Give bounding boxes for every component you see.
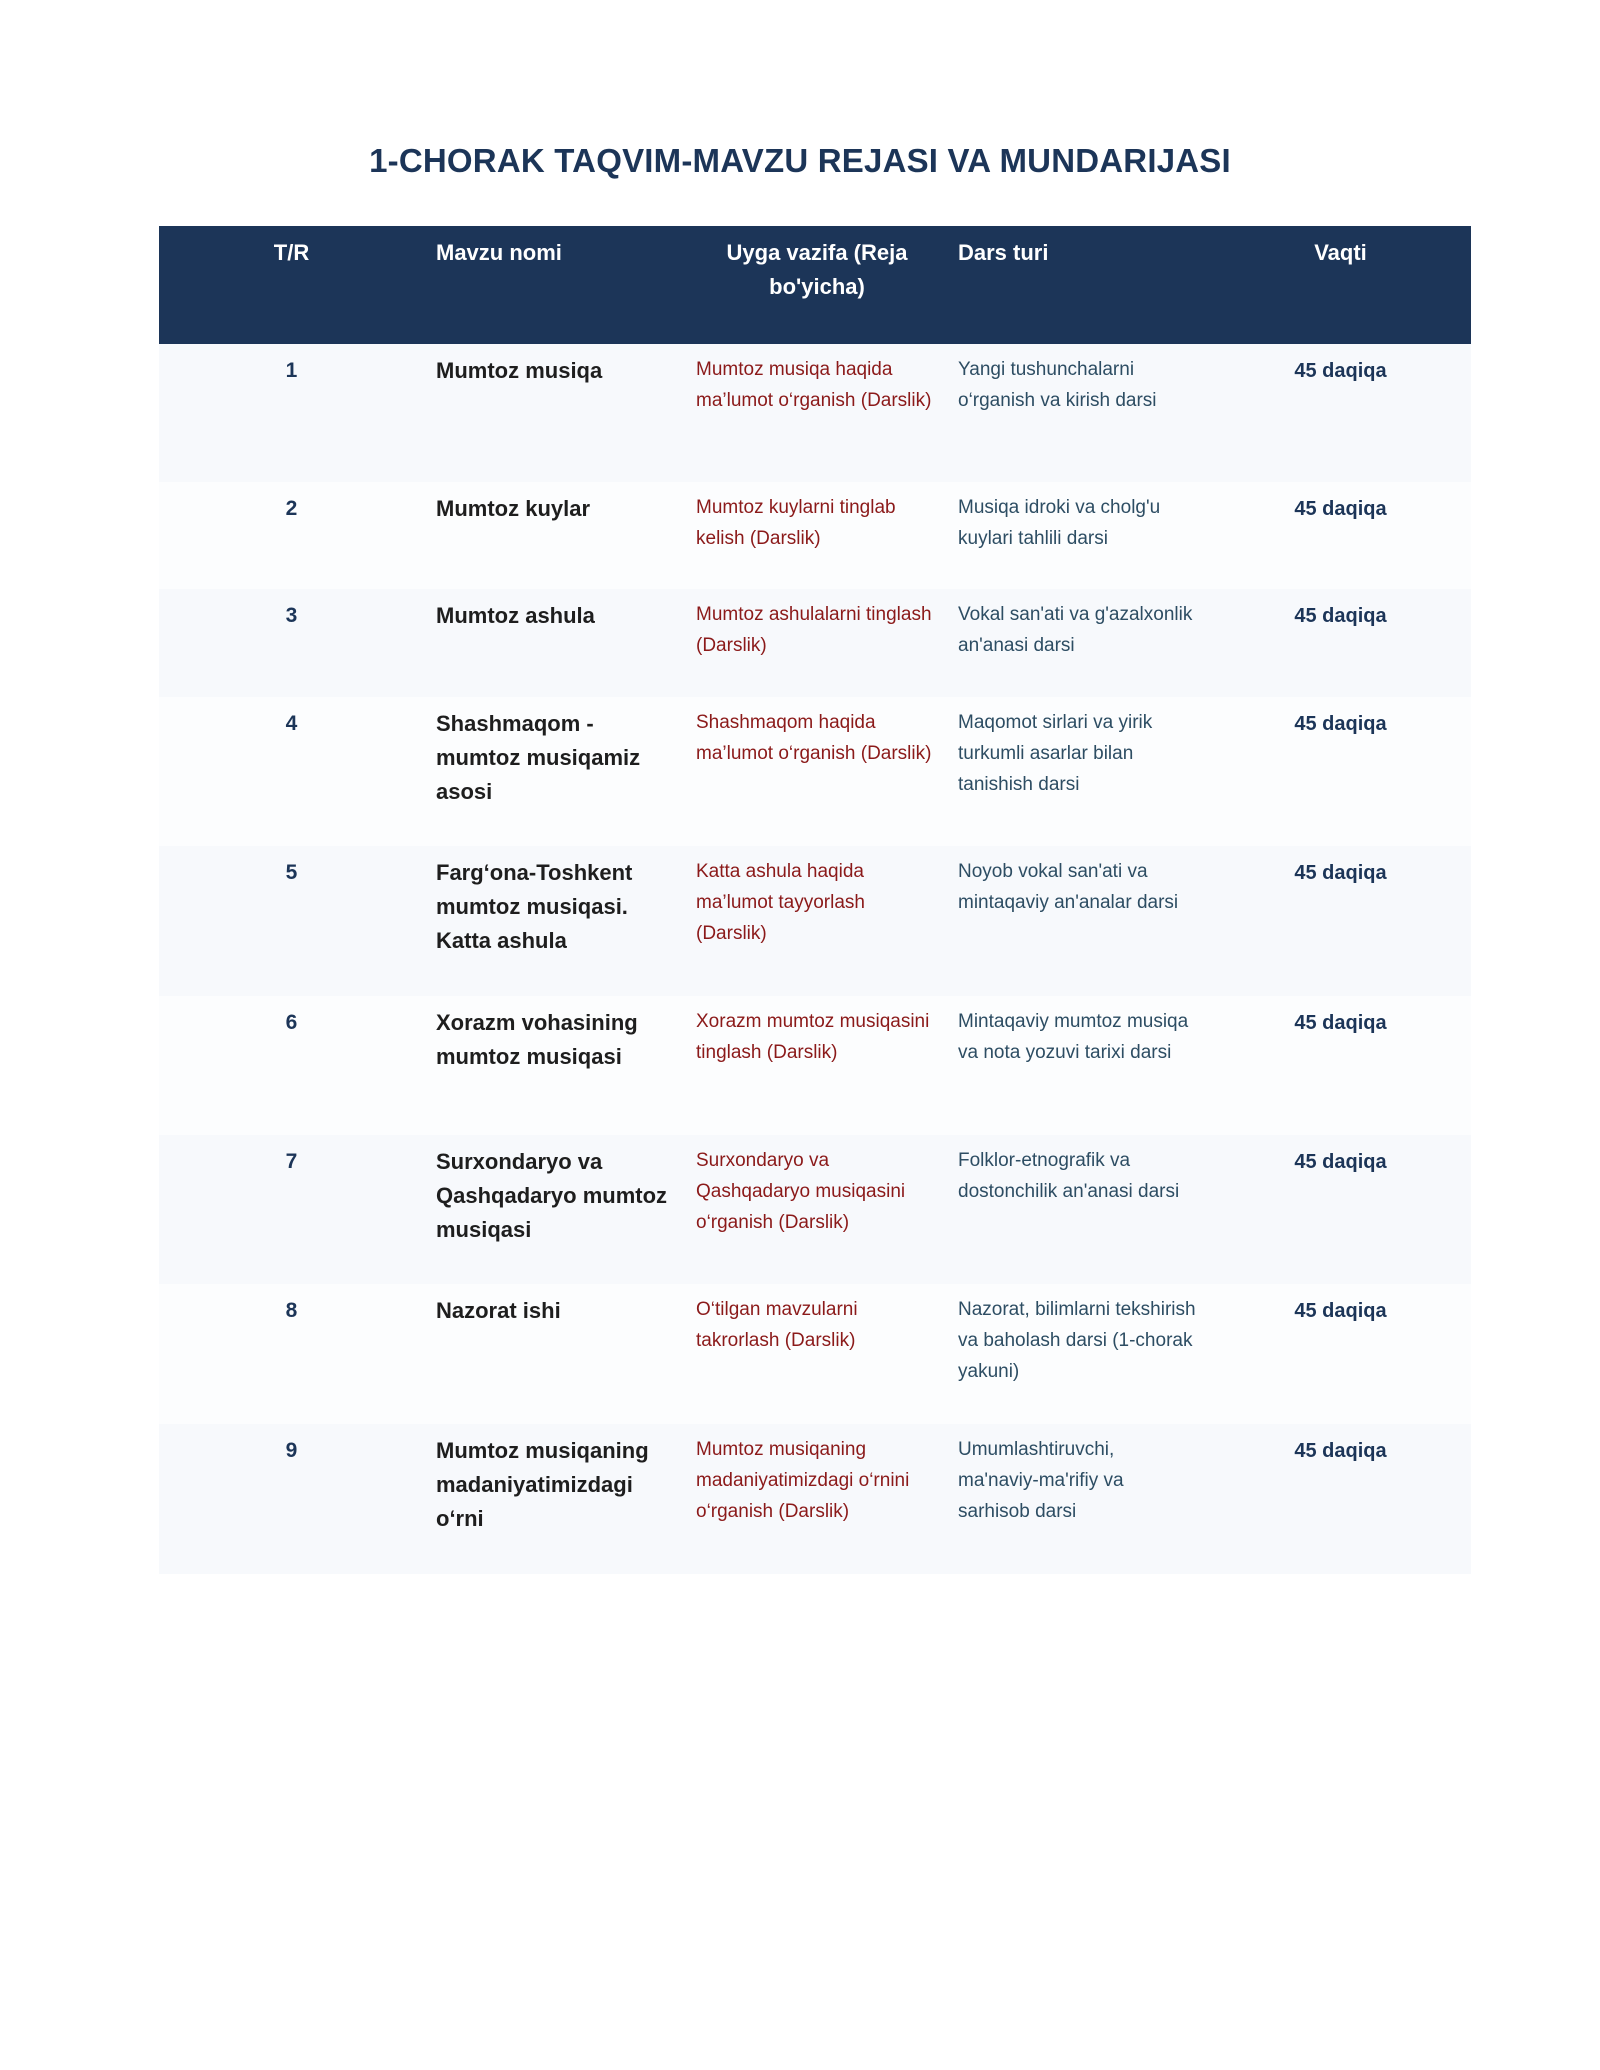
row-topic: Mumtoz musiqa (436, 358, 603, 383)
row-topic: Surxondaryo va Qashqadaryo mumtoz musiqasi (436, 1149, 668, 1242)
row-task: Mumtoz ashulalarni tinglash (Darslik) (696, 604, 932, 656)
table-row (159, 344, 1471, 482)
header-num: T/R (159, 226, 424, 344)
row-num: 3 (285, 604, 298, 627)
row-topic: Shashmaqom - mumtoz musiqamiz asosi (436, 711, 641, 804)
header-topic: Mavzu nomi (424, 226, 686, 344)
row-type: Musiqa idroki va cholg'u kuylari tahlili darsi (958, 497, 1161, 549)
header-row (159, 226, 1471, 344)
row-num: 9 (285, 1439, 298, 1462)
row-topic: Mumtoz kuylar (436, 496, 591, 521)
row-type: Vokal san'ati va g'azalxonlik an'anasi darsi (958, 604, 1193, 656)
table-row (159, 482, 1471, 589)
table-row (159, 589, 1471, 697)
row-task: Mumtoz musiqa haqida ma’lumot o‘rganish (Darslik) (696, 359, 932, 411)
row-type: Noyob vokal san'ati va mintaqaviy an'analar darsi (958, 861, 1179, 913)
row-time: 45 daqiqa (1294, 498, 1387, 520)
row-time: 45 daqiqa (1294, 360, 1387, 382)
row-num: 5 (285, 861, 298, 884)
page-title: 1-CHORAK TAQVIM-MAVZU REJASI VA MUNDARIJASI (369, 142, 1231, 179)
plan-table (159, 226, 1471, 1574)
row-time: 45 daqiqa (1294, 862, 1387, 884)
row-type: Mintaqaviy mumtoz musiqa va nota yozuvi tarixi darsi (958, 1011, 1189, 1063)
header-type: Dars turi (948, 226, 1210, 344)
table-body (159, 344, 1471, 1574)
header-task: Uyga vazifa (Reja bo'yicha) (686, 226, 948, 344)
row-time: 45 daqiqa (1294, 1440, 1387, 1462)
row-topic: Nazorat ishi (436, 1298, 561, 1323)
table-row (159, 996, 1471, 1135)
row-num: 6 (285, 1011, 298, 1034)
row-num: 7 (285, 1150, 298, 1173)
table-row (159, 846, 1471, 996)
row-task: Mumtoz kuylarni tinglab kelish (Darslik) (696, 497, 896, 549)
row-topic: Mumtoz ashula (436, 603, 595, 628)
row-task: O‘tilgan mavzularni takrorlash (Darslik) (696, 1299, 858, 1351)
table-row (159, 1284, 1471, 1424)
row-num: 1 (285, 359, 298, 382)
row-task: Katta ashula haqida ma’lumot tayyorlash (Darslik) (696, 861, 865, 944)
row-type: Umumlashtiruvchi, ma'naviy-ma'rifiy va sarhisob darsi (958, 1439, 1124, 1522)
row-time: 45 daqiqa (1294, 1012, 1387, 1034)
table-row (159, 697, 1471, 846)
header-time: Vaqti (1210, 226, 1471, 344)
row-task: Mumtoz musiqaning madaniyatimizdagi o‘rnini o‘rganish (Darslik) (696, 1439, 910, 1522)
row-num: 4 (285, 712, 298, 735)
row-time: 45 daqiqa (1294, 1151, 1387, 1173)
row-task: Shashmaqom haqida ma’lumot o‘rganish (Darslik) (696, 712, 932, 764)
row-num: 8 (285, 1299, 298, 1322)
row-topic: Mumtoz musiqaning madaniyatimizdagi o‘rni (436, 1438, 649, 1531)
row-time: 45 daqiqa (1294, 713, 1387, 735)
table-row (159, 1424, 1471, 1574)
table-header (159, 226, 1471, 344)
row-topic: Xorazm vohasining mumtoz musiqasi (436, 1010, 638, 1069)
row-num: 2 (285, 497, 298, 520)
row-type: Maqomot sirlari va yirik turkumli asarlar bilan tanishish darsi (958, 712, 1153, 795)
table-row (159, 1135, 1471, 1284)
row-topic: Farg‘ona-Toshkent mumtoz musiqasi. Katta ashula (436, 860, 633, 953)
row-task: Xorazm mumtoz musiqasini tinglash (Darslik) (696, 1011, 930, 1063)
row-type: Nazorat, bilimlarni tekshirish va baholash darsi (1-chorak yakuni) (958, 1299, 1196, 1382)
row-type: Folklor-etnografik va dostonchilik an'anasi darsi (958, 1150, 1180, 1202)
row-task: Surxondaryo va Qashqadaryo musiqasini o‘rganish (Darslik) (696, 1150, 906, 1233)
row-time: 45 daqiqa (1294, 1300, 1387, 1322)
row-time: 45 daqiqa (1294, 605, 1387, 627)
row-type: Yangi tushunchalarni o‘rganish va kirish darsi (958, 359, 1157, 411)
